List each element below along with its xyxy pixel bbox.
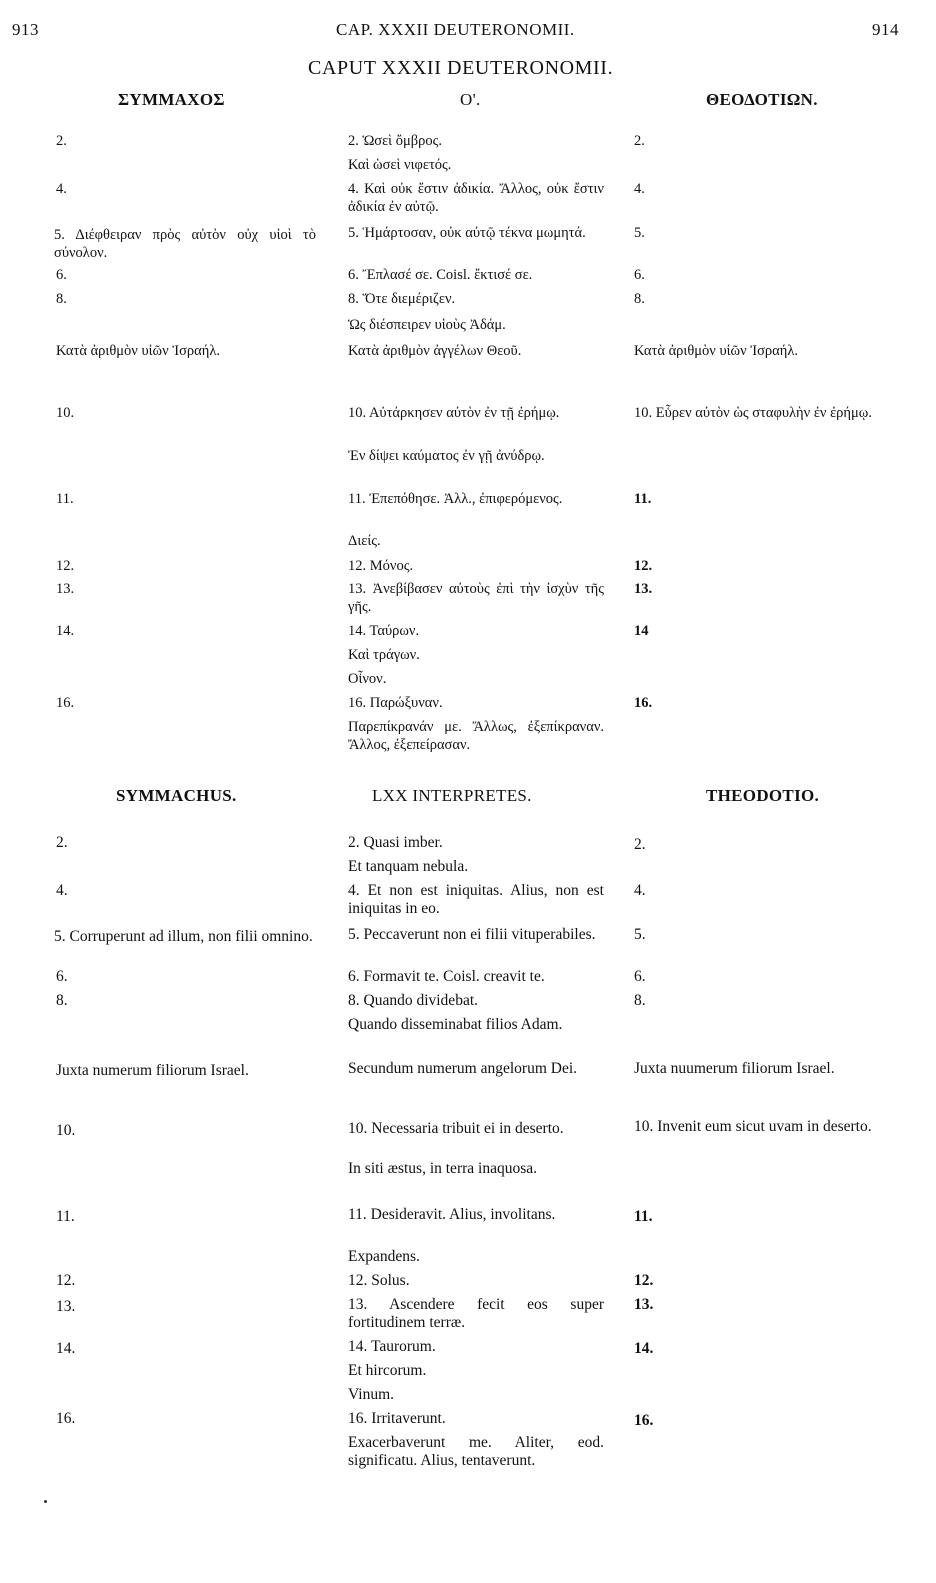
greek-sym-verse-8: 8. [56,291,67,307]
greek-lxx-verse-13: 13. Ἀνεβίβασεν αὐτοὺς ἐπὶ τὴν ἰσχὺν τῆς γῆς. [348,581,604,615]
greek-theo-verse-11: 11. [634,491,652,507]
greek-theo-verse-13: 13. [634,581,653,597]
greek-lxx-verse-11a: 11. Ἐπεπόθησε. Ἀλλ., ἐπιφερόμενος. [348,491,563,507]
greek-sym-verse-4: 4. [56,181,67,197]
greek-lxx-verse-11b: Διείς. [348,533,381,549]
greek-lxx-verse-2a: 2. Ὡσεὶ ὄμβρος. [348,133,442,149]
latin-theo-verse-5: 5. [634,926,646,943]
latin-lxx-verse-12: 12. Solus. [348,1272,410,1289]
latin-sym-verse-10: 10. [56,1122,76,1139]
greek-theo-israel: Κατὰ ἀριθμὸν υἱῶν Ἰσραήλ. [634,343,798,359]
greek-lxx-verse-8a: 8. Ὅτε διεμέριζεν. [348,291,456,307]
greek-sym-verse-14: 14. [56,623,75,639]
latin-lxx-verse-8c: Secundum numerum angelorum Dei. [348,1060,578,1077]
greek-lxx-verse-14b: Καὶ τράγων. [348,647,420,663]
latin-lxx-verse-6: 6. Formavit te. Coisl. creavit te. [348,968,545,985]
greek-theo-verse-8: 8. [634,291,645,307]
latin-sym-verse-2: 2. [56,834,68,851]
greek-lxx-verse-10a: 10. Αὐτάρκησεν αὐτὸν ἐν τῇ ἐρήμῳ. [348,405,560,421]
latin-theo-israel: Juxta nuumerum filiorum Israel. [634,1060,835,1077]
latin-lxx-verse-14a: 14. Taurorum. [348,1338,436,1355]
latin-sym-verse-8: 8. [56,992,68,1009]
latin-lxx-verse-10a: 10. Necessaria tribuit ei in deserto. [348,1120,564,1137]
greek-sym-verse-5: 5. Διέφθειραν πρὸς αὐτὸν οὐχ υἱοὶ τὸ σύνολον. [54,227,316,261]
latin-theo-verse-10: 10. Invenit eum sicut uvam in deserto. [634,1118,872,1135]
latin-lxx-verse-14c: Vinum. [348,1386,395,1403]
greek-col-lxx: O'. [460,90,481,109]
page-number-left: 913 [12,20,39,39]
greek-theo-verse-12: 12. [634,558,653,574]
latin-lxx-verse-16b: Exacerbaverunt me. Aliter, eod. significatu. Alius, tentaverunt. [348,1434,604,1469]
latin-lxx-verse-8a: 8. Quando dividebat. [348,992,479,1009]
latin-col-symmachus: SYMMACHUS. [116,786,237,805]
greek-sym-verse-2: 2. [56,133,67,149]
greek-lxx-verse-4: 4. Καὶ οὐκ ἔστιν ἀδικία. Ἄλλος, οὐκ ἔστιν ἀδικία ἐν αὐτῷ. [348,181,604,215]
latin-theo-verse-11: 11. [634,1208,653,1225]
latin-lxx-verse-5: 5. Peccaverunt non ei filii vituperabiles. [348,926,596,943]
greek-theo-verse-4: 4. [634,181,645,197]
latin-sym-verse-13: 13. [56,1298,76,1315]
latin-theo-verse-6: 6. [634,968,646,985]
greek-sym-israel: Κατὰ ἀριθμὸν υἱῶν Ἰσραήλ. [56,343,220,359]
latin-lxx-verse-4: 4. Et non est iniquitas. Alius, non est iniquitas in eo. [348,882,604,917]
caput-title: CAPUT XXXII DEUTERONOMII. [308,57,614,79]
latin-col-lxx: LXX INTERPRETES. [372,786,532,805]
latin-theo-verse-13: 13. [634,1296,654,1313]
latin-sym-verse-16: 16. [56,1410,76,1427]
latin-theo-verse-14: 14. [634,1340,654,1357]
latin-lxx-verse-10b: In siti æstus, in terra inaquosa. [348,1160,537,1177]
greek-theo-verse-14: 14 [634,623,649,639]
page-number-right: 914 [872,20,899,39]
latin-sym-verse-12: 12. [56,1272,76,1289]
latin-lxx-verse-16a: 16. Irritaverunt. [348,1410,446,1427]
latin-lxx-verse-8b: Quando disseminabat filios Adam. [348,1016,563,1033]
greek-lxx-verse-14a: 14. Ταύρων. [348,623,420,639]
greek-lxx-verse-10b: Ἐν δίψει καύματος ἐν γῇ ἀνύδρῳ. [348,448,545,464]
latin-lxx-verse-2a: 2. Quasi imber. [348,834,443,851]
greek-sym-verse-6: 6. [56,267,67,283]
greek-lxx-verse-2b: Καὶ ὡσεὶ νιφετός. [348,157,452,173]
stray-ink-dot [44,1500,47,1503]
greek-col-symmachus: ΣΥΜΜΑΧΟΣ [118,90,225,109]
latin-theo-verse-8: 8. [634,992,646,1009]
greek-lxx-verse-14c: Οἶνον. [348,671,387,687]
latin-lxx-verse-2b: Et tanquam nebula. [348,858,469,875]
greek-col-theodotion: ΘΕΟΔΟΤΙΩΝ. [706,90,818,109]
greek-theo-verse-6: 6. [634,267,645,283]
latin-sym-verse-4: 4. [56,882,68,899]
greek-theo-verse-2: 2. [634,133,645,149]
greek-lxx-verse-6: 6. Ἔπλασέ σε. Coisl. ἔκτισέ σε. [348,267,533,283]
latin-col-theodotion: THEODOTIO. [706,786,820,805]
greek-lxx-verse-5: 5. Ἡμάρτοσαν, οὐκ αὐτῷ τέκνα μωμητά. [348,225,586,241]
latin-lxx-verse-11a: 11. Desideravit. Alius, involitans. [348,1206,556,1223]
greek-lxx-verse-8c: Κατὰ ἀριθμὸν ἀγγέλων Θεοῦ. [348,343,522,359]
latin-sym-israel: Juxta numerum filiorum Israel. [56,1062,249,1079]
greek-lxx-verse-8b: Ὡς διέσπειρεν υἱοὺς Ἀδάμ. [348,317,506,333]
latin-theo-verse-12: 12. [634,1272,654,1289]
latin-theo-verse-16: 16. [634,1412,654,1429]
greek-lxx-verse-16a: 16. Παρώξυναν. [348,695,443,711]
running-title: CAP. XXXII DEUTERONOMII. [336,20,575,39]
latin-lxx-verse-14b: Et hircorum. [348,1362,427,1379]
greek-lxx-verse-12: 12. Μόνος. [348,558,414,574]
latin-lxx-verse-11b: Expandens. [348,1248,420,1265]
greek-sym-verse-12: 12. [56,558,75,574]
greek-sym-verse-11: 11. [56,491,74,507]
greek-sym-verse-13: 13. [56,581,75,597]
latin-sym-verse-5: 5. Corruperunt ad illum, non filii omnino. [54,928,313,945]
latin-sym-verse-14: 14. [56,1340,76,1357]
latin-sym-verse-11: 11. [56,1208,75,1225]
greek-sym-verse-10: 10. [56,405,75,421]
greek-sym-verse-16: 16. [56,695,75,711]
greek-theo-verse-10: 10. Εὗρεν αὐτὸν ὡς σταφυλὴν ἐν ἐρήμῳ. [634,405,872,421]
latin-sym-verse-6: 6. [56,968,68,985]
latin-theo-verse-4: 4. [634,882,646,899]
greek-theo-verse-16: 16. [634,695,653,711]
greek-theo-verse-5: 5. [634,225,645,241]
greek-lxx-verse-16b: Παρεπίκρανάν με. Ἄλλως, ἐξεπίκραναν. Ἄλλος, ἐξεπείρασαν. [348,719,604,753]
latin-theo-verse-2: 2. [634,836,646,853]
latin-lxx-verse-13: 13. Ascendere fecit eos super fortitudinem terræ. [348,1296,604,1331]
